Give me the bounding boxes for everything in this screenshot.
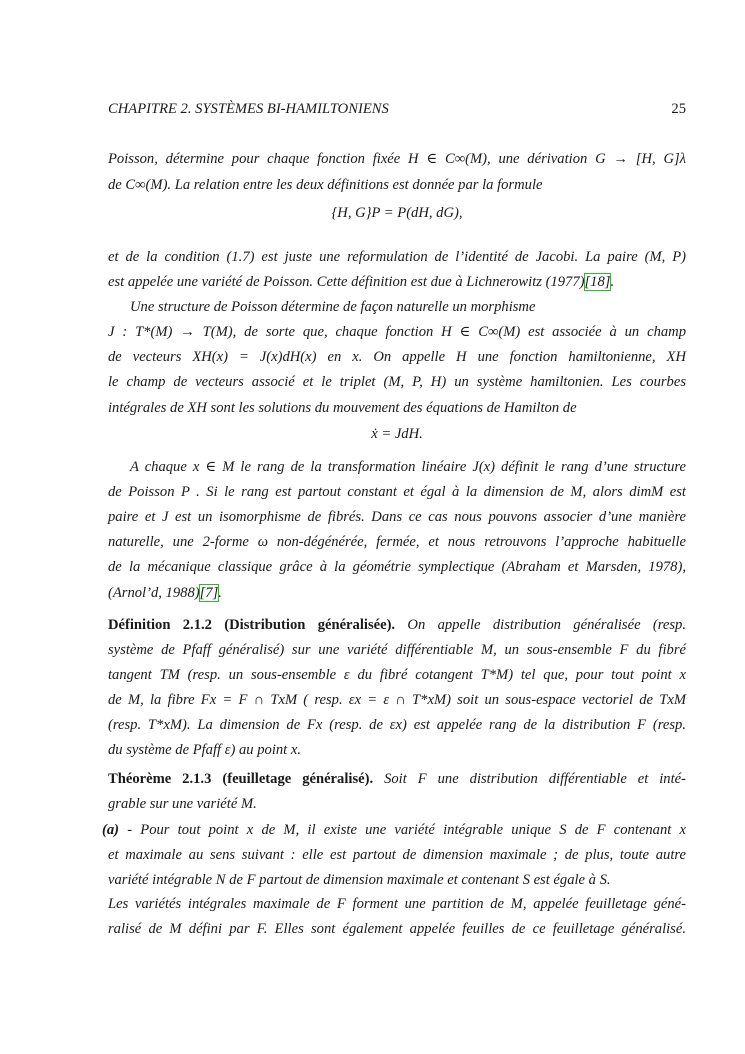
definition-label: Définition 2.1.2 <box>108 617 212 633</box>
text-line: et de la condition (1.7) est juste une reformulation de l’identité de Jacobi. La paire (M, P) <box>108 249 686 265</box>
text-line <box>108 273 686 291</box>
text-line: grable sur une variété M. <box>108 796 257 812</box>
text-line: Les variétés intégrales maximale de F forment une partition de M, appelée feuilletage géné- <box>108 896 686 912</box>
text-line: et maximale au sens suivant : elle est partout de dimension maximale ; de plus, toute autre <box>108 847 686 863</box>
citation-link[interactable]: [7] <box>199 585 219 601</box>
text-line: naturelle, une 2-forme ω non-dégénérée, fermée, et nous retrouvons l’approche habituelle <box>108 534 686 550</box>
text-line: tangent TM (resp. un sous-ensemble ε du fibré cotangent T*M) tel que, pour tout point x <box>108 667 686 683</box>
text-line: de C∞(M). La relation entre les deux définitions est donnée par la formule <box>108 177 543 193</box>
equation: {H, G}P = P(dH, dG), <box>331 205 463 221</box>
citation-link[interactable]: [18] <box>584 274 611 290</box>
text: Soit F une distribution différentiable et inté- <box>384 771 686 787</box>
equation: ẋ = JdH. <box>371 426 423 442</box>
text-line: (resp. T*xM). La dimension de Fx (resp. de εx) est appelée rang de la distribution F (resp. <box>108 717 686 733</box>
text-line: système de Pfaff généralisé) sur une variété différentiable M, un sous-ensemble F du fibré <box>108 642 686 658</box>
item-a <box>102 821 686 839</box>
text-line: A chaque x ∈ M le rang de la transformation linéaire J(x) définit le rang d’une structure <box>130 459 686 475</box>
text: . <box>218 585 222 601</box>
text-line: paire et J est un isomorphisme de fibrés. Dans ce cas nous pouvons associer d’une manière <box>108 509 686 525</box>
text-line: intégrales de XH sont les solutions du mouvement des équations de Hamilton de <box>108 400 577 416</box>
theorem-label: Théorème 2.1.3 <box>108 771 212 787</box>
theorem-title: (feuilletage généralisé). <box>222 771 374 787</box>
page-number: 25 <box>671 101 686 117</box>
text-line: de Poisson P . Si le rang est partout constant et égal à la dimension de M, alors dimM est <box>108 484 686 500</box>
text-line: de vecteurs XH(x) = J(x)dH(x) en x. On appelle H une fonction hamiltonienne, XH <box>108 349 686 365</box>
text: est appelée une variété de Poisson. Cette définition est due à Lichnerowitz (1977) <box>108 274 585 290</box>
text: . <box>610 274 615 290</box>
definition-title: (Distribution généralisée). <box>224 617 396 633</box>
theorem-heading <box>108 770 686 788</box>
text-line: de la mécanique classique grâce à la géométrie symplectique (Abraham et Marsden, 1978), <box>108 559 686 575</box>
text: On appelle distribution généralisée (resp. <box>407 617 686 633</box>
text-line: variété intégrable N de F partout de dimension maximale et contenant S est égale à S. <box>108 872 611 888</box>
text-line: de M, la fibre Fx = F ∩ TxM ( resp. εx = ε ∩ T*xM) soit un sous-espace vectoriel de TxM <box>108 692 686 708</box>
text-line: le champ de vecteurs associé et le triplet (M, P, H) un système hamiltonien. Les courbes <box>108 374 686 390</box>
running-header: CHAPITRE 2. SYSTÈMES BI-HAMILTONIENS <box>108 101 389 117</box>
text-line: Poisson, détermine pour chaque fonction fixée H ∈ C∞(M), une dérivation G → [H, G]λ <box>108 151 686 167</box>
text-line: Une structure de Poisson détermine de façon naturelle un morphisme <box>130 299 536 315</box>
item-label: (a) <box>102 822 120 838</box>
text: - Pour tout point x de M, il existe une variété intégrable unique S de F contenant x <box>127 822 686 838</box>
definition-heading <box>108 616 686 634</box>
text-line <box>108 584 686 602</box>
text-line: J : T*(M) → T(M), de sorte que, chaque fonction H ∈ C∞(M) est associée à un champ <box>108 324 686 340</box>
text-line: ralisé de M défini par F. Elles sont également appelée feuilles de ce feuilletage généralisé. <box>108 921 686 937</box>
text: (Arnol’d, 1988) <box>108 585 200 601</box>
text-line: du système de Pfaff ε) au point x. <box>108 742 301 758</box>
